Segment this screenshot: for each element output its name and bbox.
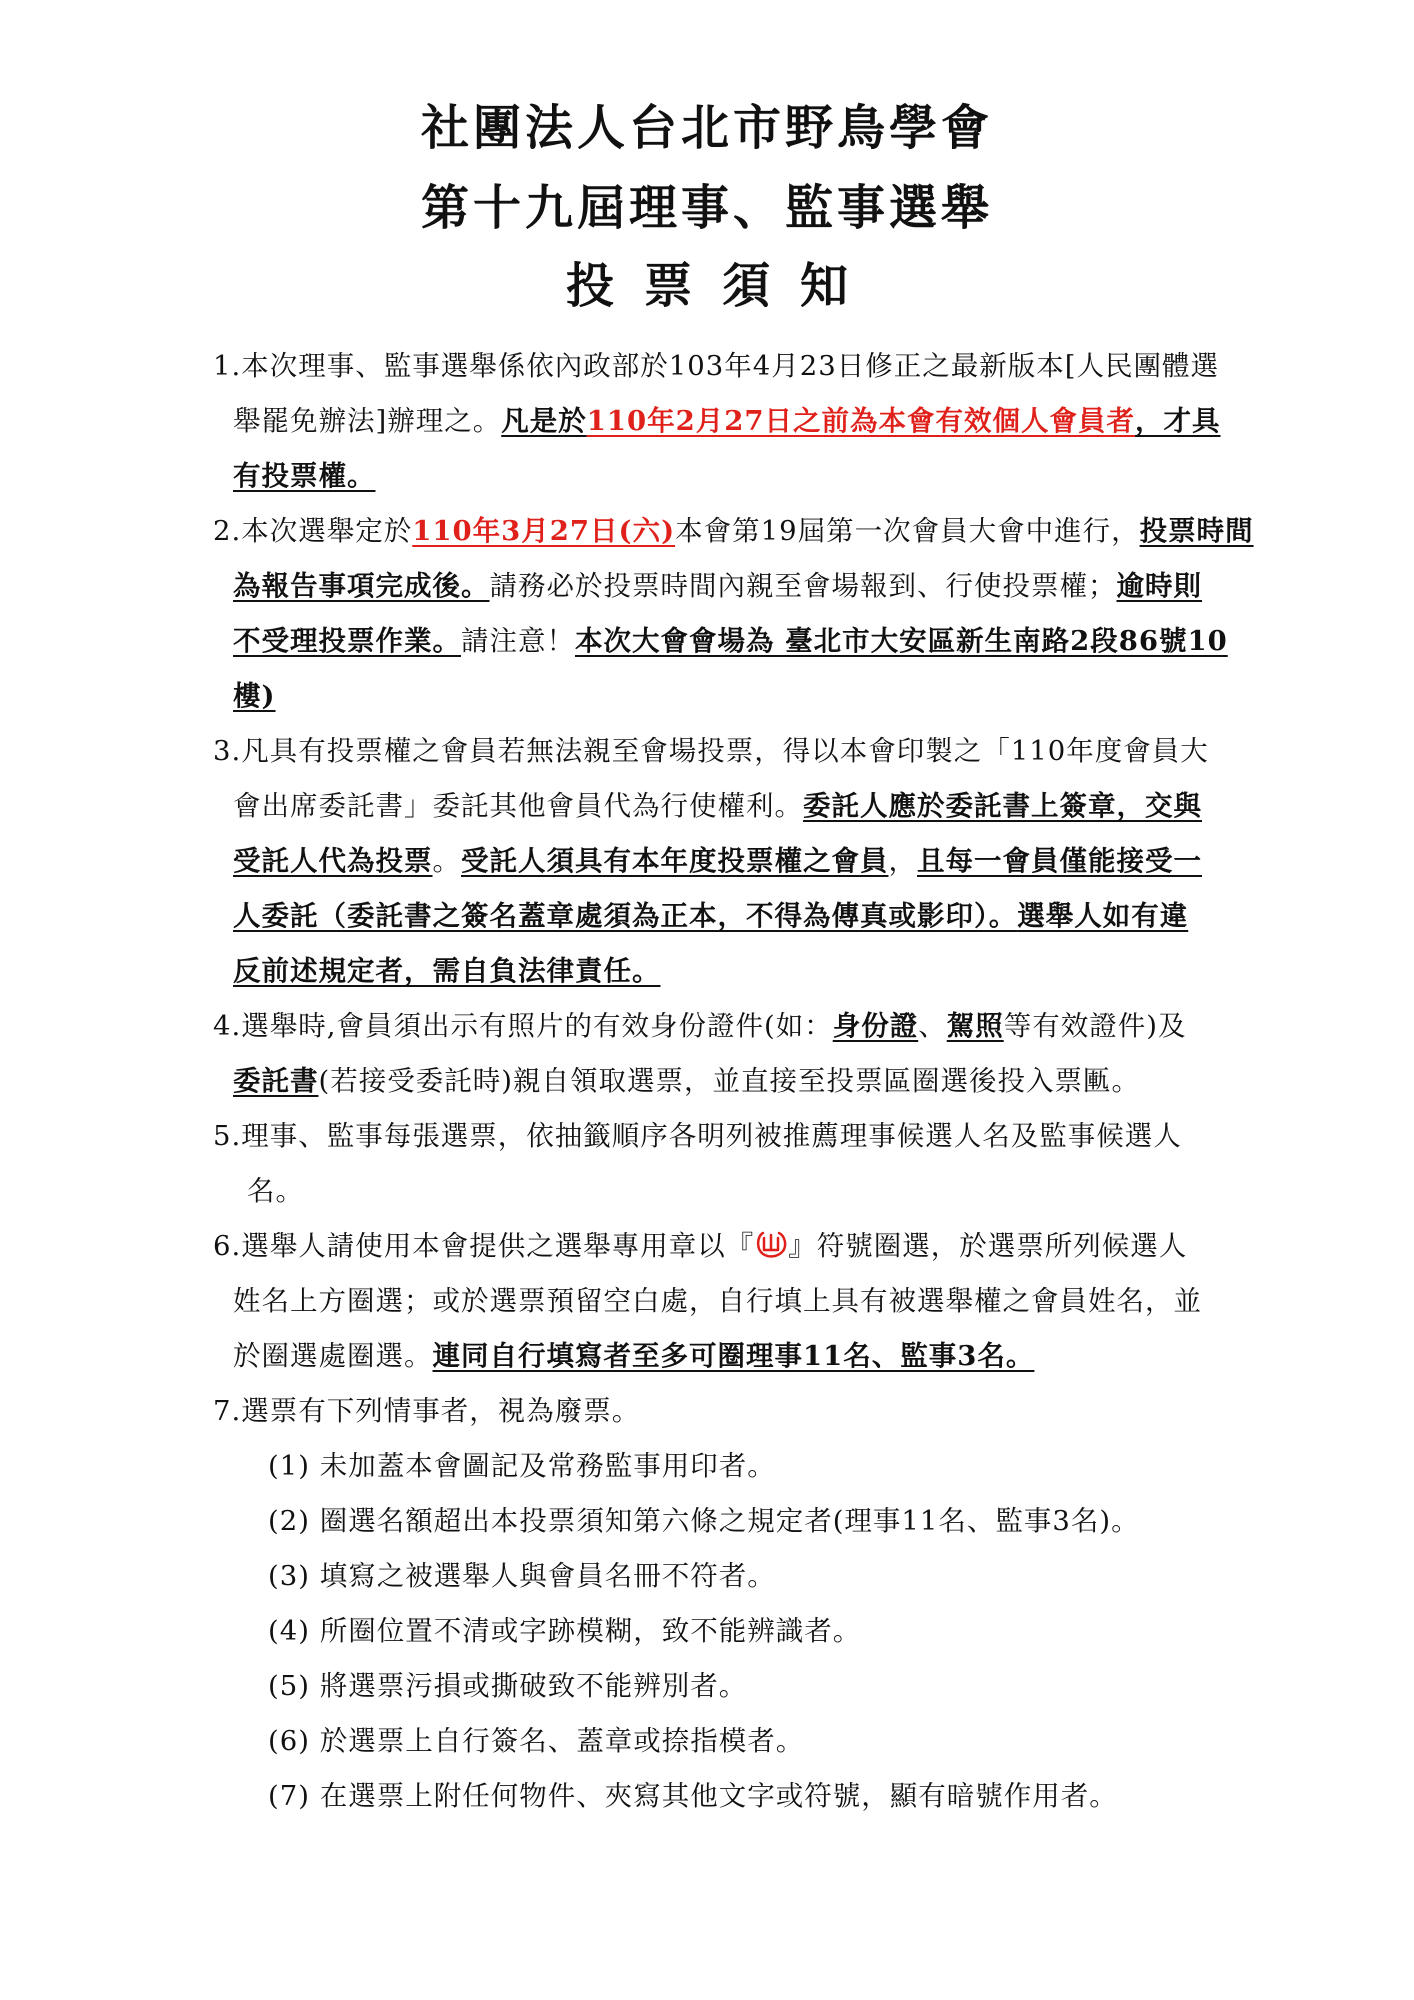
item-3-text: ， [888, 845, 917, 877]
item-3-text: 3.凡具有投票權之會員若無法親至會場投票，得以本會印製之「110年度會員大 [213, 735, 1209, 767]
item-3-line-2 [233, 788, 1202, 824]
item-2-line-3 [233, 623, 1228, 659]
item-2-venue: 樓) [233, 680, 276, 712]
item-1-line-1 [213, 348, 1219, 384]
item-2-emphasis: 投票時間 [1139, 515, 1254, 547]
item-2-date: 110年3月27日(六) [412, 515, 676, 547]
item-2-text: 2.本次選舉定於 [213, 515, 413, 547]
item-4-text: 等有效證件)及 [1003, 1010, 1187, 1042]
item-2-emphasis: 逾時則 [1116, 570, 1202, 602]
item-3-emphasis: 且每一會員僅能接受一 [917, 845, 1202, 877]
item-3-line-5 [233, 953, 661, 989]
item-2-line-2 [233, 568, 1202, 604]
item-6-line-1 [213, 1228, 1187, 1264]
item-3-line-4 [233, 898, 1188, 934]
item-3-emphasis: 反前述規定者，需自負法律責任。 [233, 955, 661, 987]
item-1-text: 1.本次理事、監事選舉係依內政部於103年4月23日修正之最新版本[人民團體選 [213, 350, 1219, 382]
item-6-text: 姓名上方圈選；或於選票預留空白處，自行填上具有被選舉權之會員姓名，並 [233, 1285, 1202, 1317]
item-2-line-1 [213, 513, 1254, 549]
item-2-venue: 本次大會會場為 臺北市大安區新生南路2段86號10 [575, 625, 1228, 657]
item-1-text: 舉罷免辦法]辦理之。 [233, 405, 502, 437]
invalid-ballot-rule: (4) 所圈位置不清或字跡模糊，致不能辨識者。 [268, 1615, 862, 1647]
item-1-deadline: 110年2月27日之前為本會有效個人會員者 [586, 405, 1136, 437]
item-6-limit: 連同自行填寫者至多可圈理事11名、監事3名。 [432, 1340, 1035, 1372]
item-4-id-card: 身份證 [832, 1010, 919, 1042]
item-1-line-2 [233, 403, 1221, 439]
invalid-ballot-rule: (7) 在選票上附任何物件、夾寫其他文字或符號，顯有暗號作用者。 [268, 1780, 1118, 1812]
item-3-text: 會出席委託書」委託其他會員代為行使權利。 [233, 790, 803, 822]
vote-stamp-icon [754, 1229, 788, 1259]
org-title: 社團法人台北市野鳥學會 [420, 100, 993, 156]
item-6-text: 』符號圈選，於選票所列候選人 [788, 1230, 1188, 1262]
item-2-text: 請務必於投票時間內親至會場報到、行使投票權； [489, 570, 1117, 602]
invalid-ballot-rule: (5) 將選票污損或撕破致不能辨別者。 [268, 1670, 748, 1702]
item-6-text: 6.選舉人請使用本會提供之選舉專用章以『 [213, 1230, 755, 1262]
item-5-text: 5.理事、監事每張選票，依抽籤順序各明列被推薦理事候選人名及監事候選人 [213, 1120, 1182, 1152]
item-2-text: 請注意！ [461, 625, 575, 657]
item-6-line-2 [233, 1283, 1202, 1319]
item-4-proxy-form: 委託書 [233, 1065, 319, 1097]
item-3-emphasis: 委託人應於委託書上簽章，交與 [803, 790, 1202, 822]
item-6-text: 於圈選處圈選。 [233, 1340, 433, 1372]
item-1-line-3 [233, 458, 376, 494]
item-7-heading [213, 1393, 640, 1429]
item-4-text: 、 [918, 1010, 947, 1042]
item-3-emphasis: 受託人須具有本年度投票權之會員 [461, 845, 889, 877]
item-2-line-4 [233, 678, 276, 714]
item-1-emphasis: ，才具 [1135, 405, 1221, 437]
election-title: 第十九屆理事、監事選舉 [420, 180, 993, 236]
item-3-line-1 [213, 733, 1209, 769]
item-3-text: 。 [432, 845, 461, 877]
item-5-text: 名。 [247, 1175, 304, 1207]
item-2-text: 本會第19屆第一次會員大會中進行， [675, 515, 1140, 547]
notice-title: 投票須知 [565, 258, 878, 314]
item-3-emphasis: 人委託（委託書之簽名蓋章處須為正本，不得為傳真或影印）。 [233, 900, 1018, 932]
item-2-emphasis: 不受理投票作業。 [233, 625, 461, 657]
item-6-line-3 [233, 1338, 1034, 1374]
item-4-line-2 [233, 1063, 1140, 1099]
item-4-license: 駕照 [946, 1010, 1004, 1042]
item-4-text: (若接受委託時)親自領取選票，並直接至投票區圈選後投入票匭。 [318, 1065, 1140, 1097]
item-2-emphasis: 為報告事項完成後。 [233, 570, 490, 602]
item-7-text: 7.選票有下列情事者，視為廢票。 [213, 1395, 641, 1427]
item-5-line-1 [213, 1118, 1182, 1154]
item-5-line-2 [247, 1173, 304, 1209]
item-3-line-3 [233, 843, 1202, 879]
item-4-text: 4.選舉時,會員須出示有照片的有效身份證件(如： [213, 1010, 833, 1042]
invalid-ballot-rule: (1) 未加蓋本會圖記及常務監事用印者。 [268, 1450, 776, 1482]
invalid-ballot-rule: (2) 圈選名額超出本投票須知第六條之規定者(理事11名、監事3名)。 [268, 1505, 1140, 1537]
item-1-emphasis: 凡是於 [501, 405, 587, 437]
item-3-emphasis: 受託人代為投票 [233, 845, 433, 877]
item-3-emphasis: 選舉人如有違 [1017, 900, 1189, 932]
item-1-emphasis: 有投票權。 [233, 460, 376, 492]
invalid-ballot-rule: (6) 於選票上自行簽名、蓋章或捺指模者。 [268, 1725, 805, 1757]
invalid-ballot-rule: (3) 填寫之被選舉人與會員名冊不符者。 [268, 1560, 776, 1592]
item-4-line-1 [213, 1008, 1186, 1044]
